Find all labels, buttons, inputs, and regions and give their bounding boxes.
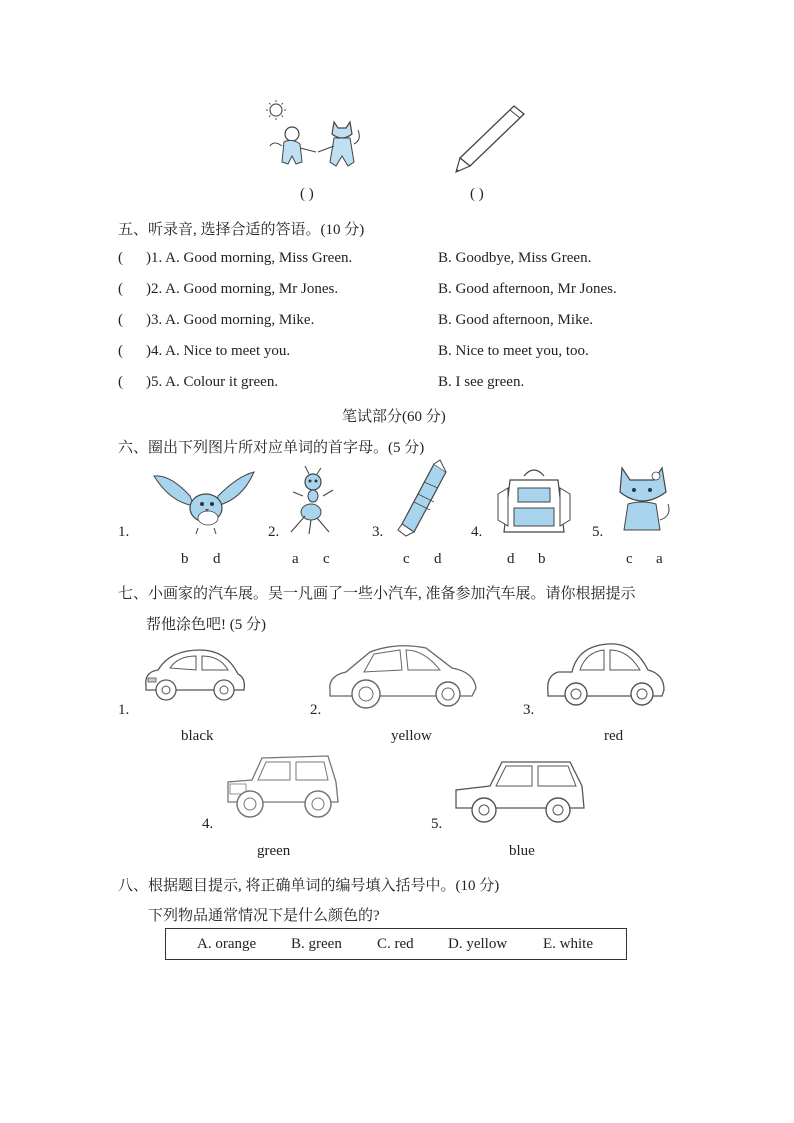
car-number: 3. <box>523 702 535 718</box>
answer-blank[interactable]: ( <box>118 374 123 390</box>
section6-heading: 六、圈出下列图片所对应单词的首字母。(5 分) <box>118 440 425 456</box>
option-a: )3. A. Good morning, Mike. <box>146 312 315 328</box>
letter-choice[interactable]: d <box>507 551 515 567</box>
car-color-label: red <box>604 728 624 744</box>
letter-choice[interactable]: a <box>656 551 663 567</box>
option-b: B. Good afternoon, Mike. <box>438 312 593 328</box>
word-option: C. red <box>377 936 414 952</box>
jeep-icon <box>224 752 342 822</box>
letter-choice[interactable]: c <box>323 551 330 567</box>
option-a: )1. A. Good morning, Miss Green. <box>146 250 353 266</box>
crayon-icon <box>394 462 450 536</box>
answer-blank[interactable]: ( <box>118 312 123 328</box>
letter-choice[interactable]: c <box>626 551 633 567</box>
car-color-label: blue <box>509 843 535 859</box>
option-b: B. I see green. <box>438 374 525 390</box>
option-a: )5. A. Colour it green. <box>146 374 279 390</box>
section8-prompt: 下列物品通常情况下是什么颜色的? <box>148 908 380 924</box>
car-number: 1. <box>118 702 130 718</box>
section7-heading-cont: 帮他涂色吧! (5 分) <box>146 617 266 633</box>
answer-blank[interactable]: ( <box>118 281 123 297</box>
ant-icon <box>285 466 341 536</box>
option-b: B. Good afternoon, Mr Jones. <box>438 281 617 297</box>
monkey-and-cat-sun-icon <box>262 100 366 176</box>
small-car-icon <box>544 636 668 712</box>
item-number: 2. <box>268 524 280 540</box>
letter-choice[interactable]: d <box>213 551 221 567</box>
car-number: 4. <box>202 816 214 832</box>
letter-choice[interactable]: c <box>403 551 410 567</box>
option-a: )4. A. Nice to meet you. <box>146 343 291 359</box>
answer-blank[interactable]: ( <box>118 250 123 266</box>
item-number: 4. <box>471 524 483 540</box>
letter-choice[interactable]: a <box>292 551 299 567</box>
option-b: B. Goodbye, Miss Green. <box>438 250 592 266</box>
hatchback-car-icon <box>452 756 588 828</box>
car-color-label: green <box>257 843 291 859</box>
section8-heading: 八、根据题目提示, 将正确单词的编号填入括号中。(10 分) <box>118 878 500 894</box>
answer-blank[interactable]: ( ) <box>470 186 484 202</box>
word-option: D. yellow <box>448 936 508 952</box>
letter-choice[interactable]: b <box>538 551 546 567</box>
pencil-icon <box>456 104 528 174</box>
bag-icon <box>494 464 574 536</box>
word-option: B. green <box>291 936 342 952</box>
written-part-title: 笔试部分(60 分) <box>342 409 446 425</box>
car-number: 5. <box>431 816 443 832</box>
option-b: B. Nice to meet you, too. <box>438 343 589 359</box>
word-option: A. orange <box>197 936 257 952</box>
word-option: E. white <box>543 936 593 952</box>
item-number: 5. <box>592 524 604 540</box>
section5-heading: 五、听录音, 选择合适的答语。(10 分) <box>118 222 365 238</box>
word-bank <box>165 928 627 960</box>
car-color-label: yellow <box>391 728 432 744</box>
answer-blank[interactable]: ( <box>118 343 123 359</box>
answer-blank[interactable]: ( ) <box>300 186 314 202</box>
letter-choice[interactable]: b <box>181 551 189 567</box>
car-color-label: black <box>181 728 214 744</box>
item-number: 1. <box>118 524 130 540</box>
option-a: )2. A. Good morning, Mr Jones. <box>146 281 339 297</box>
section7-heading: 七、小画家的汽车展。吴一凡画了一些小汽车, 准备参加汽车展。请你根据提示 <box>118 586 636 602</box>
beetle-car-icon <box>140 644 248 706</box>
sedan-car-icon <box>326 640 478 714</box>
cat-icon <box>612 464 674 536</box>
car-number: 2. <box>310 702 322 718</box>
bird-icon <box>150 466 258 538</box>
item-number: 3. <box>372 524 384 540</box>
letter-choice[interactable]: d <box>434 551 442 567</box>
